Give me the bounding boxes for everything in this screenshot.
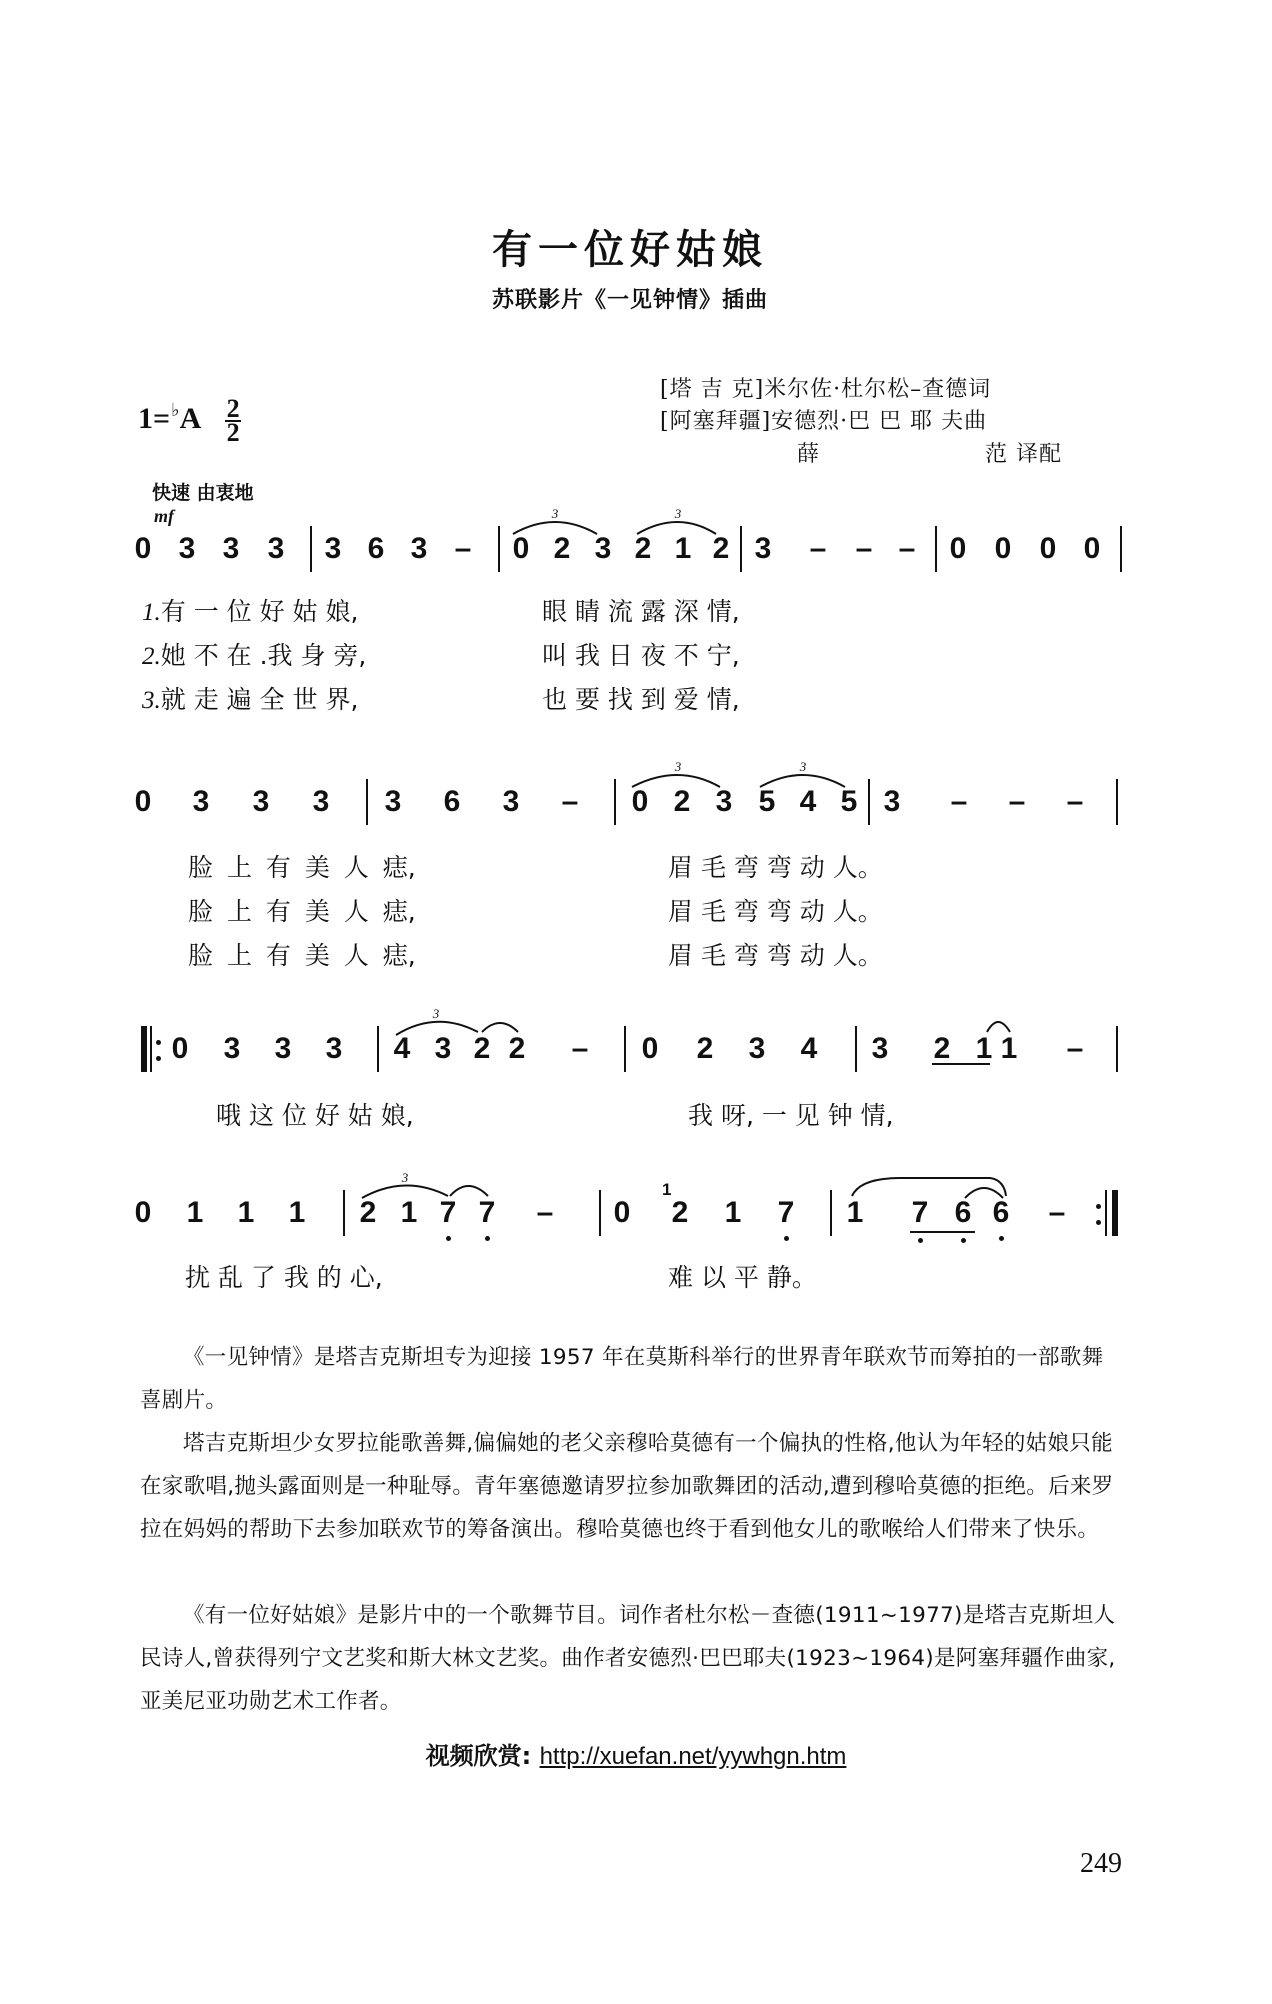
note: 0 (171, 1032, 189, 1065)
note: 1 (237, 1196, 255, 1229)
note: 1 (674, 532, 692, 565)
note: 7 (478, 1196, 496, 1229)
dash: – (561, 785, 579, 818)
lyricist-credit: [塔 吉 克]米尔佐·杜尔松–查德词 (660, 377, 992, 402)
composer-credit: [阿塞拜疆]安德烈·巴 巴 耶 夫曲 (660, 409, 988, 434)
note: 2 (508, 1032, 526, 1065)
note: 3 (883, 785, 901, 818)
lyric-line: 眉 毛 弯 弯 动 人。 (668, 897, 883, 926)
page-number: 249 (1080, 1848, 1122, 1879)
key-prefix: 1= (138, 401, 171, 435)
note: 0 (1039, 532, 1057, 565)
dash: – (1066, 1032, 1084, 1065)
time-numerator: 2 (226, 394, 240, 423)
translator-credit-a: 薛 (797, 442, 821, 467)
triplet-number: 3 (799, 759, 807, 774)
note: 0 (134, 1196, 152, 1229)
note: 1 (288, 1196, 306, 1229)
dash: – (1008, 785, 1026, 818)
triplet-slur (362, 1185, 448, 1198)
lyric-text: 有 一 位 好 姑 娘, (160, 597, 359, 626)
note: 0 (641, 1032, 659, 1065)
note: 6 (992, 1196, 1010, 1229)
triplet-slur (637, 522, 716, 534)
triplet-number: 3 (674, 506, 682, 521)
note: 2 (359, 1196, 377, 1229)
lyric-line: 我 呀, 一 见 钟 情, (688, 1101, 894, 1130)
lyric-text: 她 不 在 .我 身 旁, (160, 641, 367, 670)
note: 7 (911, 1196, 929, 1229)
note: 3 (192, 785, 210, 818)
lyric-line: 眉 毛 弯 弯 动 人。 (668, 853, 883, 882)
triplet-number: 3 (401, 1170, 409, 1185)
note: 2 (933, 1032, 951, 1065)
triplet-number: 3 (674, 759, 682, 774)
note: 2 (634, 532, 652, 565)
note: 6 (367, 532, 385, 565)
lyric-line: 眼 睛 流 露 深 情, (542, 597, 740, 626)
lyric-line: 也 要 找 到 爱 情, (542, 685, 740, 714)
dash: – (571, 1032, 589, 1065)
note: 3 (871, 1032, 889, 1065)
note: 4 (393, 1032, 411, 1065)
tie (965, 1188, 1003, 1198)
note: 3 (434, 1032, 452, 1065)
note: 7 (439, 1196, 457, 1229)
note: 3 (274, 1032, 292, 1065)
note: 3 (324, 532, 342, 565)
lyric-line: 哦 这 位 好 姑 娘, (216, 1101, 414, 1130)
note: 4 (800, 1032, 818, 1065)
note: 1 (846, 1196, 864, 1229)
dash: – (809, 532, 827, 565)
note: 3 (384, 785, 402, 818)
note: 0 (613, 1196, 631, 1229)
note: 3 (267, 532, 285, 565)
lyric-line: 扰 乱 了 我 的 心, (185, 1263, 383, 1292)
note: 3 (223, 1032, 241, 1065)
note: 3 (178, 532, 196, 565)
flat-icon: ♭ (171, 399, 180, 420)
video-link[interactable]: http://xuefan.net/yywhgn.htm (539, 1743, 847, 1770)
note: 0 (994, 532, 1012, 565)
song-subtitle: 苏联影片《一见钟情》插曲 (491, 288, 768, 313)
lyric-line: 脸 上 有 美 人 痣, (188, 853, 416, 882)
note: 2 (673, 785, 691, 818)
note: 2 (671, 1196, 689, 1229)
translator-credit-b: 范 译配 (985, 442, 1062, 467)
video-link-row (0, 1736, 1272, 1771)
dash: – (454, 532, 472, 565)
tie (987, 1022, 1010, 1032)
note: 1 (724, 1196, 742, 1229)
note: 3 (312, 785, 330, 818)
verse-number: 2. (142, 643, 161, 670)
note: 6 (443, 785, 461, 818)
dash: – (950, 785, 968, 818)
note: 7 (777, 1196, 795, 1229)
dynamic-marking: mf (154, 506, 174, 526)
lyric-line: 难 以 平 静。 (668, 1263, 817, 1292)
dash: – (855, 532, 873, 565)
tempo-marking: 快速 由衷地 (152, 482, 254, 504)
description-paragraph-1: 《一见钟情》是塔吉克斯坦专为迎接 1957 年在莫斯科举行的世界青年联欢节而筹拍的一部歌舞喜剧片。 (140, 1345, 1104, 1413)
triplet-number: 3 (551, 506, 559, 521)
time-denominator: 2 (226, 418, 240, 447)
tie (482, 1023, 518, 1032)
note: 5 (840, 785, 858, 818)
key-note: A (179, 401, 200, 435)
note: 0 (512, 532, 530, 565)
note: 1 (186, 1196, 204, 1229)
note: 0 (631, 785, 649, 818)
triplet-slur (396, 1022, 478, 1035)
triplet-slur (632, 775, 720, 787)
verse-number: 1. (142, 599, 161, 626)
note: 6 (954, 1196, 972, 1229)
triplet-slur (513, 522, 597, 534)
note: 3 (748, 1032, 766, 1065)
lyric-line: 叫 我 日 夜 不 宁, (542, 641, 740, 670)
note: 4 (799, 785, 817, 818)
description-paragraph-3: 《有一位好姑娘》是影片中的一个歌舞节目。词作者杜尔松－查德(1911~1977)是塔吉克斯坦人民诗人,曾获得列宁文艺奖和斯大林文艺奖。曲作者安德烈·巴巴耶夫(1923~1964)是阿塞拜疆作曲家,亚美尼亚功勋艺术工作者。 (140, 1603, 1116, 1714)
note: 1 (1000, 1032, 1018, 1065)
dash: – (898, 532, 916, 565)
note: 3 (325, 1032, 343, 1065)
note: 2 (712, 532, 730, 565)
dash: – (1048, 1196, 1066, 1229)
triplet-number: 3 (432, 1006, 440, 1021)
note: 3 (502, 785, 520, 818)
note: 0 (134, 785, 152, 818)
dash: – (1066, 785, 1084, 818)
note: 2 (696, 1032, 714, 1065)
note: 0 (1083, 532, 1101, 565)
note: 3 (715, 785, 733, 818)
lyric-line: 眉 毛 弯 弯 动 人。 (668, 941, 883, 970)
note: 0 (134, 532, 152, 565)
note: 3 (222, 532, 240, 565)
dash: – (536, 1196, 554, 1229)
note: 2 (473, 1032, 491, 1065)
tie (450, 1186, 488, 1196)
note: 0 (949, 532, 967, 565)
description-paragraph-2: 塔吉克斯坦少女罗拉能歌善舞,偏偏她的老父亲穆哈莫德有一个偏执的性格,他认为年轻的姑娘只能在家歌唱,抛头露面则是一种耻辱。青年塞德邀请罗拉参加歌舞团的活动,遭到穆哈莫德的拒绝。后来罗拉在妈妈的帮助下去参加联欢节的筹备演出。穆哈莫德也终于看到他女儿的歌喉给人们带来了快乐。 (140, 1431, 1114, 1542)
note: 3 (252, 785, 270, 818)
triplet-slur (760, 775, 845, 787)
video-label: 视频欣赏: (425, 1742, 532, 1770)
lyric-line: 脸 上 有 美 人 痣, (188, 941, 416, 970)
song-title: 有一位好姑娘 (492, 226, 768, 273)
note: 3 (594, 532, 612, 565)
note: 2 (553, 532, 571, 565)
lyric-line: 脸 上 有 美 人 痣, (188, 897, 416, 926)
note: 3 (410, 532, 428, 565)
verse-number: 3. (142, 687, 161, 714)
note: 5 (758, 785, 776, 818)
note: 1 (400, 1196, 418, 1229)
grace-note: 1 (662, 1180, 672, 1199)
phrase-slur (852, 1178, 1006, 1196)
lyric-text: 就 走 遍 全 世 界, (160, 685, 359, 714)
note: 1 (975, 1032, 993, 1065)
note: 3 (754, 532, 772, 565)
